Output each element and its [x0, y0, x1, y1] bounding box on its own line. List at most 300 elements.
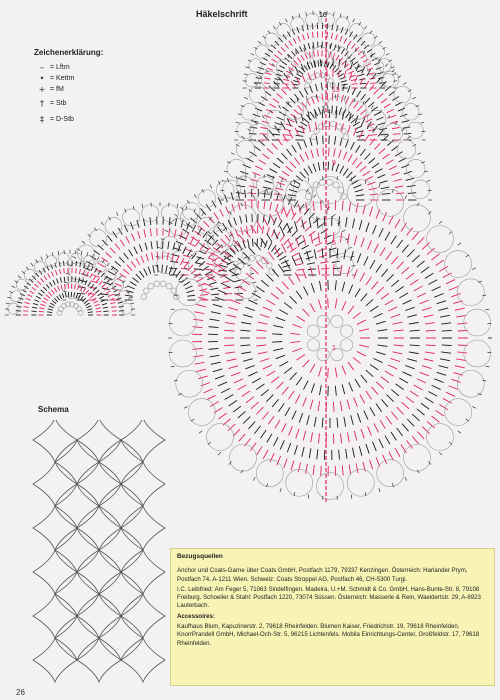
chain-loop: [362, 33, 375, 46]
stitch-mark: [381, 269, 387, 277]
stitch-mark: [371, 387, 377, 395]
stitch-mark: [39, 311, 44, 312]
stitch-mark: [88, 282, 91, 286]
stitch-mark: [278, 264, 284, 272]
row-label: 13: [332, 87, 340, 94]
schema-motif: [55, 572, 99, 616]
stitch-mark: [305, 53, 307, 59]
stitch-mark: [158, 265, 159, 273]
stitch-mark: [187, 290, 195, 292]
stitch-mark: [205, 271, 212, 275]
stitch-mark: [256, 330, 266, 331]
stitch-mark: [47, 312, 52, 313]
stitch-mark: [243, 359, 253, 362]
stitch-mark: [377, 330, 387, 331]
stitch-mark: [101, 222, 103, 225]
stitch-mark: [402, 424, 408, 432]
stitch-mark: [304, 140, 307, 148]
stitch-mark: [335, 386, 336, 396]
stitch-mark: [315, 110, 316, 118]
chain-loop: [188, 399, 215, 426]
stitch-mark: [306, 12, 307, 16]
stitch-mark: [264, 190, 265, 198]
chain-loop: [265, 33, 278, 46]
stitch-mark: [195, 257, 200, 263]
stitch-mark: [176, 271, 181, 277]
stitch-mark: [441, 352, 451, 353]
stitch-mark: [52, 300, 56, 303]
stitch-mark: [241, 203, 243, 206]
stitch-mark: [425, 273, 433, 278]
stitch-mark: [130, 303, 134, 304]
chain-loop: [236, 140, 255, 159]
stitch-mark: [353, 122, 360, 126]
stitch-mark: [268, 216, 270, 224]
stitch-mark: [226, 206, 229, 213]
stitch-mark: [315, 122, 316, 130]
stitch-mark: [383, 455, 387, 464]
stitch-mark: [388, 365, 397, 369]
stitch-mark: [264, 201, 265, 209]
stitch-mark: [150, 228, 151, 236]
stitch-mark: [439, 366, 449, 368]
stitch-mark: [210, 288, 218, 290]
stitch-mark: [103, 307, 108, 308]
stitch-mark: [370, 83, 376, 84]
stitch-mark: [377, 345, 387, 346]
stitch-mark: [256, 407, 263, 414]
stitch-mark: [295, 273, 300, 282]
stitch-mark: [267, 434, 272, 443]
stitch-mark: [225, 352, 235, 353]
chain-loop: [310, 202, 328, 220]
chain-loop: [286, 469, 313, 496]
stitch-mark: [383, 154, 390, 159]
stitch-mark: [410, 330, 420, 331]
stitch-mark: [224, 345, 234, 346]
stitch-mark: [384, 104, 391, 108]
stitch-mark: [357, 351, 366, 355]
stitch-mark: [208, 442, 211, 445]
stitch-mark: [386, 160, 393, 164]
stitch-mark: [338, 46, 341, 51]
stitch-mark: [421, 267, 429, 273]
stitch-mark: [372, 442, 376, 451]
stitch-mark: [18, 276, 21, 278]
stitch-mark: [41, 290, 45, 293]
stitch-mark: [236, 122, 240, 123]
chain-loop: [307, 325, 319, 337]
stitch-mark: [407, 359, 417, 362]
stitch-mark: [412, 232, 418, 240]
stitch-mark: [36, 273, 39, 277]
stitch-mark: [181, 278, 187, 283]
stitch-mark: [279, 105, 281, 109]
stitch-mark: [334, 148, 335, 156]
stitch-mark: [282, 387, 288, 395]
stitch-mark: [424, 359, 434, 361]
stitch-mark: [264, 83, 270, 84]
stitch-mark: [301, 55, 304, 60]
stitch-mark: [209, 355, 219, 357]
stitch-mark: [381, 187, 389, 189]
stitch-mark: [277, 51, 282, 55]
legend-label: = Kettm: [50, 75, 75, 82]
stitch-mark: [304, 169, 309, 176]
stitch-mark: [291, 185, 299, 188]
stitch-mark: [81, 251, 82, 255]
stitch-mark: [283, 135, 291, 136]
stitch-mark: [131, 261, 136, 267]
stitch-mark: [308, 269, 316, 270]
stitch-mark: [366, 299, 373, 306]
stitch-mark: [292, 231, 298, 237]
stitch-mark: [218, 382, 227, 386]
stitch-mark: [308, 166, 312, 174]
single-crochet-icon: +: [38, 85, 46, 94]
stitch-mark: [279, 361, 288, 366]
stitch-mark: [396, 286, 404, 292]
stitch-mark: [192, 225, 195, 232]
stitch-mark: [298, 71, 303, 75]
stitch-mark: [393, 322, 403, 324]
stitch-mark: [99, 281, 103, 285]
schema-motif: [55, 484, 99, 528]
stitch-mark: [280, 235, 285, 241]
stitch-mark: [188, 243, 195, 247]
stitch-mark: [284, 459, 287, 468]
stitch-mark: [144, 230, 146, 238]
stitch-mark: [340, 401, 342, 411]
stitch-mark: [282, 282, 288, 290]
stitch-mark: [313, 51, 314, 57]
accessories-label: Accessoires:: [177, 612, 215, 620]
stitch-mark: [240, 216, 242, 224]
stitch-mark: [348, 306, 354, 314]
stitch-mark: [276, 382, 283, 389]
stitch-mark: [279, 310, 288, 315]
chain-loop: [245, 74, 258, 87]
stitch-mark: [303, 360, 310, 367]
stitch-mark: [389, 452, 394, 461]
stitch-mark: [98, 263, 105, 267]
chain-loop: [397, 140, 416, 159]
stitch-mark: [372, 225, 376, 234]
stitch-mark: [85, 280, 87, 285]
stitch-mark: [466, 419, 469, 421]
stitch-mark: [264, 181, 272, 184]
stitch-mark: [200, 294, 208, 295]
stitch-mark: [426, 181, 430, 182]
stitch-mark: [307, 415, 310, 425]
stitch-mark: [37, 281, 41, 285]
stitch-mark: [57, 296, 60, 300]
stitch-mark: [249, 186, 257, 188]
stitch-mark: [439, 308, 449, 310]
stitch-mark: [58, 251, 59, 255]
stitch-mark: [119, 276, 122, 278]
stitch-mark: [192, 348, 202, 349]
chain-loop: [343, 134, 349, 140]
stitch-mark: [91, 266, 93, 271]
stitch-mark: [65, 292, 66, 297]
stitch-mark: [152, 252, 153, 260]
stitch-mark: [271, 293, 279, 299]
sources-paragraph: Kaufhaus Blum, Kapuzinerstr. 2, 79618 Rheinfelden. Blumen Kaiser, Friedrichstr. 19, 79618 Rheinfelden. KnorrPrandell GmbH, Michael-Och-Str. 5, 96215 Lichtenfels. Mobila Einrichtungs-Center, Großfeldstr. 17, 79618 Rheinfelden.: [177, 623, 480, 647]
stitch-mark: [333, 12, 334, 16]
stitch-mark: [389, 215, 394, 224]
stitch-mark: [374, 143, 380, 149]
stitch-mark: [276, 287, 283, 294]
chain-loop: [404, 205, 431, 232]
stitch-mark: [333, 53, 335, 59]
stitch-mark: [60, 278, 61, 283]
stitch-mark: [201, 383, 210, 386]
stitch-mark: [243, 315, 253, 318]
stitch-mark: [245, 190, 246, 198]
stitch-mark: [60, 269, 61, 274]
stitch-mark: [136, 274, 141, 280]
stitch-mark: [209, 348, 219, 349]
stitch-mark: [282, 61, 287, 64]
stitch-mark: [77, 248, 80, 250]
stitch-mark: [345, 29, 348, 35]
stitch-mark: [313, 42, 314, 48]
stitch-mark: [268, 252, 274, 260]
stitch-mark: [304, 88, 307, 95]
stitch-mark: [365, 98, 370, 104]
stitch-mark: [289, 190, 297, 192]
stitch-mark: [315, 84, 317, 91]
stitch-mark: [407, 185, 415, 186]
stitch-mark: [83, 288, 86, 292]
stitch-mark: [302, 447, 304, 457]
stitch-mark: [354, 102, 359, 108]
stitch-mark: [272, 269, 278, 277]
stitch-mark: [266, 395, 273, 402]
stitch-mark: [96, 278, 99, 282]
stitch-mark: [348, 86, 351, 93]
stitch-mark: [352, 218, 354, 228]
stitch-mark: [313, 194, 315, 197]
stitch-mark: [292, 253, 299, 257]
stitch-mark: [185, 234, 188, 241]
stitch-mark: [377, 94, 383, 99]
stitch-mark: [317, 249, 325, 252]
stitch-mark: [422, 366, 432, 369]
stitch-mark: [434, 294, 443, 298]
stitch-mark: [323, 162, 324, 170]
chain-loop: [407, 122, 424, 139]
stitch-mark: [370, 407, 375, 416]
stitch-mark: [267, 371, 276, 376]
stitch-mark: [215, 376, 224, 379]
stitch-mark: [180, 258, 184, 265]
chain-loop: [90, 230, 107, 247]
stitch-mark: [349, 465, 350, 475]
row-label: 9: [332, 160, 336, 167]
stitch-mark: [417, 293, 426, 297]
stitch-mark: [239, 235, 246, 242]
stitch-mark: [347, 432, 349, 442]
stitch-mark: [327, 62, 329, 68]
chain-loop: [347, 180, 374, 207]
chain-loop: [157, 256, 175, 274]
stitch-mark: [233, 280, 241, 282]
stitch-mark: [370, 207, 373, 217]
stitch-mark: [242, 391, 250, 397]
stitch-mark: [399, 378, 408, 383]
stitch-mark: [421, 403, 429, 409]
stitch-mark: [234, 218, 237, 226]
stitch-mark: [349, 285, 353, 294]
stitch-mark: [381, 293, 389, 299]
stitch-mark: [129, 250, 133, 257]
stitch-mark: [222, 281, 230, 283]
stitch-mark: [355, 190, 363, 192]
stitch-mark: [392, 127, 400, 128]
stitch-mark: [307, 263, 315, 265]
stitch-mark: [24, 307, 29, 308]
stitch-mark: [378, 130, 383, 137]
stitch-mark: [238, 411, 246, 418]
stitch-mark: [392, 96, 398, 100]
stitch-mark: [132, 234, 135, 241]
stitch-mark: [238, 385, 247, 390]
chain-loop: [169, 309, 196, 336]
stitch-mark: [139, 244, 142, 251]
chain-loop: [394, 86, 411, 103]
stitch-mark: [210, 185, 212, 189]
stitch-mark: [363, 171, 370, 176]
stitch-mark: [364, 26, 366, 29]
stitch-mark: [370, 260, 375, 269]
stitch-mark: [373, 358, 382, 362]
stitch-mark: [339, 150, 341, 158]
stitch-mark: [253, 477, 255, 481]
stitch-mark: [199, 431, 202, 433]
chain-loop: [406, 159, 425, 178]
stitch-mark: [353, 357, 361, 363]
chain-loop: [457, 279, 484, 306]
stitch-mark: [61, 285, 62, 290]
stitch-mark: [211, 294, 219, 295]
stitch-mark: [353, 61, 358, 64]
stitch-mark: [356, 195, 364, 196]
stitch-mark: [388, 307, 397, 311]
stitch-mark: [333, 264, 334, 274]
stitch-mark: [40, 304, 45, 306]
stitch-mark: [49, 306, 54, 308]
stitch-mark: [334, 136, 335, 144]
stitch-mark: [385, 436, 390, 445]
chain-loop: [143, 288, 149, 294]
chain-loop: [170, 218, 188, 236]
stitch-mark: [437, 301, 447, 304]
stitch-mark: [284, 239, 290, 245]
stitch-mark: [272, 143, 278, 149]
stitch-mark: [318, 265, 320, 275]
stitch-mark: [38, 293, 42, 296]
stitch-mark: [211, 362, 221, 364]
stitch-mark: [241, 322, 251, 324]
stitch-mark: [260, 62, 266, 64]
chain-loop: [230, 444, 257, 471]
stitch-mark: [260, 358, 269, 361]
stitch-mark: [310, 364, 315, 373]
stitch-mark: [185, 286, 192, 289]
stitch-mark: [441, 323, 451, 324]
stitch-mark: [257, 446, 262, 454]
stitch-mark: [391, 314, 400, 317]
stitch-mark: [181, 268, 189, 269]
stitch-mark: [431, 416, 439, 422]
stitch-mark: [451, 379, 460, 382]
stitch-mark: [351, 142, 355, 150]
stitch-mark: [451, 294, 460, 297]
schema-motif: [121, 550, 165, 594]
schema-title: Schema: [38, 405, 69, 414]
stitch-mark: [410, 280, 418, 286]
stitch-mark: [351, 44, 355, 49]
stitch-mark: [162, 265, 163, 273]
stitch-mark: [209, 282, 216, 284]
stitch-mark: [455, 308, 465, 310]
chain-loop: [249, 59, 262, 72]
stitch-mark: [191, 419, 194, 421]
stitch-mark: [342, 301, 346, 310]
stitch-mark: [259, 160, 266, 164]
stitch-mark: [385, 232, 390, 241]
stitch-mark: [316, 136, 317, 144]
stitch-mark: [278, 404, 284, 412]
stitch-mark: [250, 443, 256, 451]
stitch-mark: [395, 186, 403, 188]
stitch-mark: [379, 181, 387, 184]
stitch-mark: [355, 126, 362, 129]
stitch-mark: [258, 41, 261, 43]
stitch-mark: [432, 287, 441, 291]
stitch-mark: [282, 153, 288, 159]
chain-loop: [77, 245, 94, 262]
chain-loop: [161, 236, 179, 254]
chain-loop: [377, 460, 404, 487]
stitch-mark: [352, 158, 357, 165]
legend-label: = Stb: [50, 99, 67, 107]
stitch-mark: [262, 226, 263, 234]
stitch-mark: [241, 352, 251, 354]
schema-motif: [77, 638, 121, 682]
stitch-mark: [310, 400, 313, 410]
stitch-mark: [370, 364, 378, 370]
chart-fans: [5, 11, 432, 316]
stitch-mark: [289, 426, 293, 435]
stitch-mark: [292, 411, 296, 420]
stitch-mark: [240, 345, 250, 346]
stitch-mark: [329, 52, 331, 58]
stitch-mark: [361, 375, 367, 383]
stitch-mark: [292, 348, 301, 351]
stitch-mark: [377, 175, 385, 178]
stitch-mark: [318, 233, 319, 243]
stitch-mark: [228, 307, 238, 310]
stitch-mark: [302, 75, 305, 82]
stitch-mark: [107, 263, 109, 266]
stitch-mark: [295, 158, 300, 165]
stitch-mark: [256, 345, 266, 346]
stitch-mark: [208, 231, 211, 234]
stitch-mark: [308, 177, 309, 181]
